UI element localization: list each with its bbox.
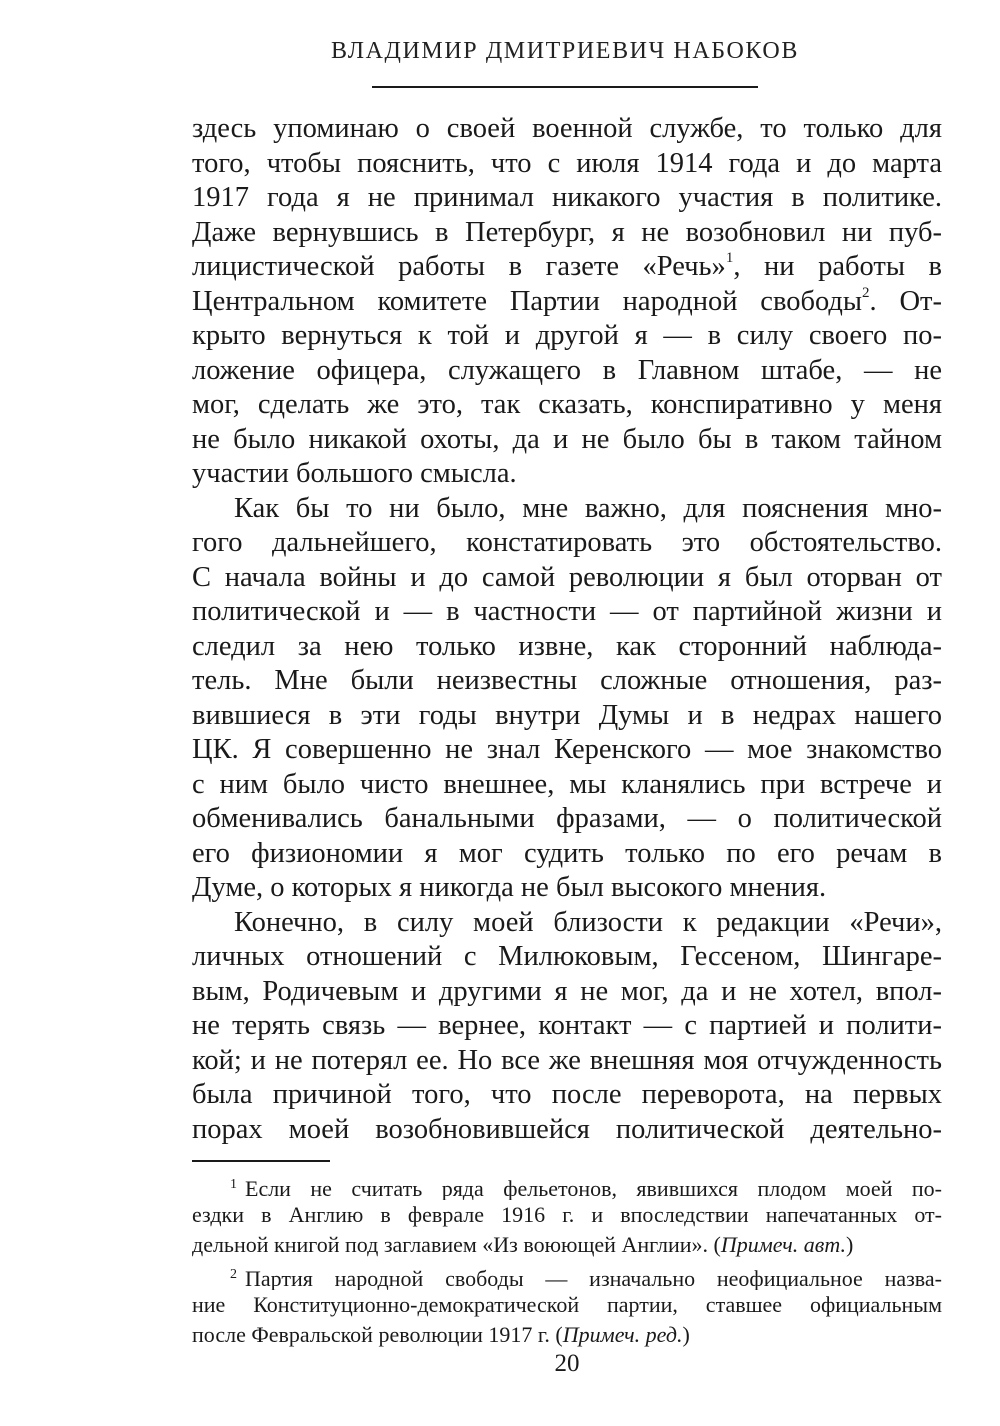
text-segment: лицистической работы в газете «Речь» xyxy=(192,251,726,282)
text-line: личных отношений с Милюковым, Гессеном, Шингаре- xyxy=(192,941,942,972)
text-segment: Партия народной свободы — изначально неофициальное назва- xyxy=(245,1266,942,1290)
text-line: Конечно, в силу моей близости к редакции «Речи», xyxy=(234,906,942,938)
text-line: порах моей возобновившейся политической деятельно- xyxy=(192,1113,942,1145)
text-line: была причиной того, что после переворота, на первых xyxy=(192,1079,942,1110)
text-line: гого дальнейшего, констатировать это обстоятельство. xyxy=(192,527,942,558)
text-line: Думе, о которых я никогда не был высокого мнения. xyxy=(192,872,827,903)
text-line: 1917 года я не принимал никакого участия в политике. xyxy=(192,182,942,213)
editor-note: Примеч. авт. xyxy=(720,1232,846,1257)
footnote-2 xyxy=(192,1260,942,1350)
text-line: с ним было чисто внешнее, мы кланялись при встрече и xyxy=(192,768,942,800)
text-line: Как бы то ни было, мне важно, для пояснения мно- xyxy=(234,492,942,524)
footnote-number: 2 xyxy=(230,1267,237,1282)
footnote-rule xyxy=(192,1160,330,1162)
page-number: 20 xyxy=(554,1350,580,1377)
text-segment: , ни работы в xyxy=(733,251,942,282)
text-line: того, чтобы пояснить, что с июля 1914 года и до марта xyxy=(192,147,942,179)
text-segment: ) xyxy=(682,1322,690,1347)
footnote-1 xyxy=(192,1170,942,1260)
footnote-line: ние Конституционно-демократической партии, ставшее официальным xyxy=(192,1292,942,1317)
text-line: обменивались банальными фразами, — о политической xyxy=(192,803,942,834)
text-line: вым, Родичевым и другими я не мог, да и не хотел, впол- xyxy=(192,975,942,1007)
paragraph-1 xyxy=(192,112,942,492)
text-segment: . От- xyxy=(869,285,942,317)
footnote-ref-1[interactable]: 1 xyxy=(725,250,734,266)
footnotes xyxy=(192,1170,942,1350)
footnote-line xyxy=(192,1320,942,1350)
text-line: тель. Мне были неизвестны сложные отношения, раз- xyxy=(192,665,942,696)
main-text xyxy=(192,112,942,1147)
footnote-line xyxy=(192,1230,942,1260)
text-line: здесь упоминаю о своей военной службе, то только для xyxy=(192,113,942,144)
text-line xyxy=(192,285,942,320)
text-segment: Центральном комитете Партии народной свободы xyxy=(192,285,863,317)
text-line: С начала войны и до самой революции я был оторван от xyxy=(192,561,942,593)
text-line: следил за нею только извне, как сторонний наблюда- xyxy=(192,630,942,662)
paragraph-2 xyxy=(192,492,942,906)
text-line: Даже вернувшись в Петербург, я не возобновил ни пуб- xyxy=(192,216,942,248)
paragraph-3 xyxy=(192,906,942,1148)
text-line: ложение офицера, служащего в Главном штабе, — не xyxy=(192,354,942,386)
text-line: политической и — в частности — от партийной жизни и xyxy=(192,596,942,627)
text-line xyxy=(192,250,942,285)
text-line: его физиономии я мог судить только по его речам в xyxy=(192,837,942,869)
header-rule xyxy=(372,86,758,88)
editor-note: Примеч. ред. xyxy=(562,1322,683,1347)
text-line: мог, сделать же это, так сказать, конспиративно у меня xyxy=(192,389,942,420)
footnote-line xyxy=(192,1170,942,1200)
text-line: участии большого смысла. xyxy=(192,458,517,489)
text-line: вившиеся в эти годы внутри Думы и в недрах нашего xyxy=(192,699,942,731)
text-segment: дельной книгой под заглавием «Из воюющей Англии». ( xyxy=(192,1232,721,1257)
text-segment: Если не считать ряда фельетонов, явившихся плодом моей по- xyxy=(245,1176,942,1200)
footnote-ref-2[interactable]: 2 xyxy=(862,284,870,301)
running-header: ВЛАДИМИР ДМИТРИЕВИЧ НАБОКОВ xyxy=(331,38,799,64)
text-line: крыто вернуться к той и другой я — в силу своего по- xyxy=(192,320,942,351)
footnote-line: ездки в Англию в феврале 1916 г. и впоследствии напечатанных от- xyxy=(192,1202,942,1227)
text-segment: после Февральской революции 1917 г. ( xyxy=(192,1322,563,1347)
footnote-number: 1 xyxy=(230,1177,237,1192)
text-line: не было никакой охоты, да и не было бы в таком тайном xyxy=(192,423,942,455)
text-line: не терять связь — вернее, контакт — с партией и полити- xyxy=(192,1010,942,1041)
text-line: кой; и не потерял ее. Но все же внешняя моя отчужденность xyxy=(192,1044,942,1076)
text-segment: ) xyxy=(845,1232,854,1257)
text-line: ЦК. Я совершенно не знал Керенского — мое знакомство xyxy=(192,734,942,765)
footnote-line xyxy=(192,1260,942,1290)
